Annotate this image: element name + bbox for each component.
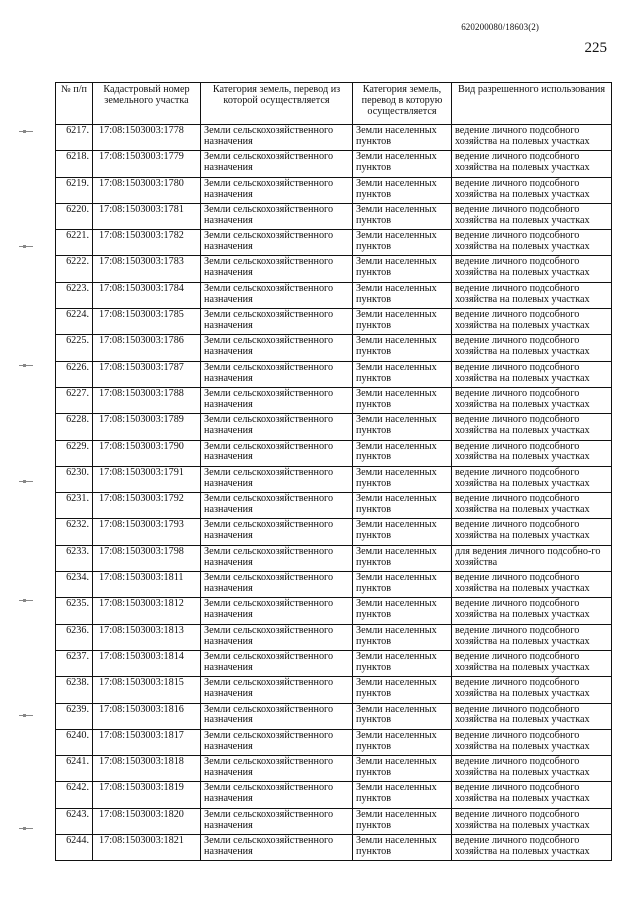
permitted-use: ведение личного подсобного хозяйства на полевых участках	[452, 151, 612, 177]
cadastral-number: 17:08:1503003:1792	[93, 493, 201, 519]
header-cadastral-number: Кадастровый номер земельного участка	[93, 83, 201, 125]
category-from: Земли сельскохозяйственного назначения	[201, 782, 353, 808]
category-from: Земли сельскохозяйственного назначения	[201, 493, 353, 519]
category-to: Земли населенных пунктов	[353, 282, 452, 308]
category-to: Земли населенных пунктов	[353, 387, 452, 413]
row-number: 6243.	[56, 808, 93, 834]
category-from: Земли сельскохозяйственного назначения	[201, 598, 353, 624]
cadastral-number: 17:08:1503003:1816	[93, 703, 201, 729]
permitted-use: ведение личного подсобного хозяйства на полевых участках	[452, 335, 612, 361]
table-row	[56, 387, 612, 413]
header-category-from: Категория земель, перевод из которой осуществляется	[201, 83, 353, 125]
category-from: Земли сельскохозяйственного назначения	[201, 729, 353, 755]
row-number: 6218.	[56, 151, 93, 177]
margin-scan-mark	[19, 481, 33, 482]
category-from: Земли сельскохозяйственного назначения	[201, 650, 353, 676]
page-number: 225	[584, 40, 607, 56]
table-row	[56, 256, 612, 282]
category-from: Земли сельскохозяйственного назначения	[201, 624, 353, 650]
row-number: 6217.	[56, 125, 93, 151]
category-to: Земли населенных пунктов	[353, 835, 452, 861]
permitted-use: ведение личного подсобного хозяйства на полевых участках	[452, 125, 612, 151]
cadastral-number: 17:08:1503003:1817	[93, 729, 201, 755]
permitted-use: ведение личного подсобного хозяйства на полевых участках	[452, 729, 612, 755]
cadastral-number: 17:08:1503003:1785	[93, 309, 201, 335]
cadastral-number: 17:08:1503003:1778	[93, 125, 201, 151]
cadastral-number: 17:08:1503003:1811	[93, 572, 201, 598]
cadastral-number: 17:08:1503003:1791	[93, 466, 201, 492]
category-from: Земли сельскохозяйственного назначения	[201, 808, 353, 834]
category-from: Земли сельскохозяйственного назначения	[201, 230, 353, 256]
cadastral-number: 17:08:1503003:1782	[93, 230, 201, 256]
permitted-use: ведение личного подсобного хозяйства на полевых участках	[452, 677, 612, 703]
row-number: 6240.	[56, 729, 93, 755]
margin-scan-mark	[19, 828, 33, 829]
category-to: Земли населенных пунктов	[353, 519, 452, 545]
category-to: Земли населенных пунктов	[353, 335, 452, 361]
category-to: Земли населенных пунктов	[353, 782, 452, 808]
table-row	[56, 203, 612, 229]
row-number: 6244.	[56, 835, 93, 861]
cadastral-number: 17:08:1503003:1786	[93, 335, 201, 361]
category-from: Земли сельскохозяйственного назначения	[201, 203, 353, 229]
table-row	[56, 440, 612, 466]
permitted-use: ведение личного подсобного хозяйства на полевых участках	[452, 782, 612, 808]
row-number: 6233.	[56, 545, 93, 571]
row-number: 6224.	[56, 309, 93, 335]
category-to: Земли населенных пунктов	[353, 361, 452, 387]
table-row	[56, 756, 612, 782]
permitted-use: ведение личного подсобного хозяйства на полевых участках	[452, 256, 612, 282]
table-row	[56, 335, 612, 361]
row-number: 6227.	[56, 387, 93, 413]
row-number: 6230.	[56, 466, 93, 492]
table-row	[56, 151, 612, 177]
table-row	[56, 650, 612, 676]
cadastral-number: 17:08:1503003:1781	[93, 203, 201, 229]
permitted-use: ведение личного подсобного хозяйства на полевых участках	[452, 756, 612, 782]
category-to: Земли населенных пунктов	[353, 256, 452, 282]
table-row	[56, 414, 612, 440]
row-number: 6232.	[56, 519, 93, 545]
cadastral-number: 17:08:1503003:1818	[93, 756, 201, 782]
permitted-use: ведение личного подсобного хозяйства на полевых участках	[452, 177, 612, 203]
row-number: 6225.	[56, 335, 93, 361]
category-from: Земли сельскохозяйственного назначения	[201, 440, 353, 466]
table-row	[56, 572, 612, 598]
table-row	[56, 125, 612, 151]
row-number: 6231.	[56, 493, 93, 519]
row-number: 6219.	[56, 177, 93, 203]
permitted-use: ведение личного подсобного хозяйства на полевых участках	[452, 387, 612, 413]
category-to: Земли населенных пунктов	[353, 572, 452, 598]
table-row	[56, 519, 612, 545]
cadastral-number: 17:08:1503003:1813	[93, 624, 201, 650]
cadastral-number: 17:08:1503003:1788	[93, 387, 201, 413]
category-to: Земли населенных пунктов	[353, 203, 452, 229]
category-from: Земли сельскохозяйственного назначения	[201, 335, 353, 361]
category-to: Земли населенных пунктов	[353, 151, 452, 177]
table-row	[56, 177, 612, 203]
permitted-use: ведение личного подсобного хозяйства на полевых участках	[452, 519, 612, 545]
permitted-use: ведение личного подсобного хозяйства на полевых участках	[452, 414, 612, 440]
category-from: Земли сельскохозяйственного назначения	[201, 835, 353, 861]
land-registry-table	[55, 82, 612, 861]
margin-scan-mark	[19, 246, 33, 247]
permitted-use: ведение личного подсобного хозяйства на полевых участках	[452, 703, 612, 729]
table-row	[56, 493, 612, 519]
category-to: Земли населенных пунктов	[353, 466, 452, 492]
table-row	[56, 545, 612, 571]
row-number: 6236.	[56, 624, 93, 650]
category-from: Земли сельскохозяйственного назначения	[201, 309, 353, 335]
row-number: 6238.	[56, 677, 93, 703]
permitted-use: ведение личного подсобного хозяйства на полевых участках	[452, 466, 612, 492]
row-number: 6223.	[56, 282, 93, 308]
permitted-use: для ведения личного подсобно-го хозяйства	[452, 545, 612, 571]
category-to: Земли населенных пунктов	[353, 598, 452, 624]
permitted-use: ведение личного подсобного хозяйства на полевых участках	[452, 203, 612, 229]
margin-scan-mark	[19, 365, 33, 366]
cadastral-number: 17:08:1503003:1780	[93, 177, 201, 203]
row-number: 6229.	[56, 440, 93, 466]
table-row	[56, 598, 612, 624]
category-to: Земли населенных пунктов	[353, 177, 452, 203]
category-to: Земли населенных пунктов	[353, 650, 452, 676]
cadastral-number: 17:08:1503003:1820	[93, 808, 201, 834]
row-number: 6222.	[56, 256, 93, 282]
table-row	[56, 835, 612, 861]
category-from: Земли сельскохозяйственного назначения	[201, 282, 353, 308]
category-from: Земли сельскохозяйственного назначения	[201, 361, 353, 387]
permitted-use: ведение личного подсобного хозяйства на полевых участках	[452, 808, 612, 834]
row-number: 6221.	[56, 230, 93, 256]
table-row	[56, 361, 612, 387]
category-from: Земли сельскохозяйственного назначения	[201, 125, 353, 151]
cadastral-number: 17:08:1503003:1821	[93, 835, 201, 861]
category-from: Земли сельскохозяйственного назначения	[201, 756, 353, 782]
permitted-use: ведение личного подсобного хозяйства на полевых участках	[452, 493, 612, 519]
row-number: 6237.	[56, 650, 93, 676]
category-from: Земли сельскохозяйственного назначения	[201, 177, 353, 203]
category-from: Земли сельскохозяйственного назначения	[201, 519, 353, 545]
permitted-use: ведение личного подсобного хозяйства на полевых участках	[452, 282, 612, 308]
table-row	[56, 677, 612, 703]
row-number: 6226.	[56, 361, 93, 387]
table-row	[56, 624, 612, 650]
category-to: Земли населенных пунктов	[353, 493, 452, 519]
category-to: Земли населенных пунктов	[353, 545, 452, 571]
cadastral-number: 17:08:1503003:1793	[93, 519, 201, 545]
row-number: 6220.	[56, 203, 93, 229]
row-number: 6228.	[56, 414, 93, 440]
cadastral-number: 17:08:1503003:1814	[93, 650, 201, 676]
category-from: Земли сельскохозяйственного назначения	[201, 677, 353, 703]
table-header-row	[56, 83, 612, 125]
row-number: 6234.	[56, 572, 93, 598]
row-number: 6241.	[56, 756, 93, 782]
cadastral-number: 17:08:1503003:1787	[93, 361, 201, 387]
cadastral-number: 17:08:1503003:1798	[93, 545, 201, 571]
permitted-use: ведение личного подсобного хозяйства на полевых участках	[452, 230, 612, 256]
permitted-use: ведение личного подсобного хозяйства на полевых участках	[452, 361, 612, 387]
cadastral-number: 17:08:1503003:1789	[93, 414, 201, 440]
table-row	[56, 282, 612, 308]
row-number: 6242.	[56, 782, 93, 808]
permitted-use: ведение личного подсобного хозяйства на полевых участках	[452, 598, 612, 624]
permitted-use: ведение личного подсобного хозяйства на полевых участках	[452, 835, 612, 861]
margin-scan-mark	[19, 131, 33, 132]
cadastral-number: 17:08:1503003:1812	[93, 598, 201, 624]
category-to: Земли населенных пунктов	[353, 808, 452, 834]
category-from: Земли сельскохозяйственного назначения	[201, 151, 353, 177]
cadastral-number: 17:08:1503003:1784	[93, 282, 201, 308]
category-to: Земли населенных пунктов	[353, 703, 452, 729]
category-to: Земли населенных пунктов	[353, 414, 452, 440]
category-to: Земли населенных пунктов	[353, 230, 452, 256]
category-from: Земли сельскохозяйственного назначения	[201, 387, 353, 413]
table-row	[56, 729, 612, 755]
permitted-use: ведение личного подсобного хозяйства на полевых участках	[452, 440, 612, 466]
cadastral-number: 17:08:1503003:1819	[93, 782, 201, 808]
margin-scan-mark	[19, 600, 33, 601]
category-to: Земли населенных пунктов	[353, 677, 452, 703]
category-from: Земли сельскохозяйственного назначения	[201, 414, 353, 440]
table-row	[56, 782, 612, 808]
permitted-use: ведение личного подсобного хозяйства на полевых участках	[452, 572, 612, 598]
cadastral-number: 17:08:1503003:1790	[93, 440, 201, 466]
permitted-use: ведение личного подсобного хозяйства на полевых участках	[452, 624, 612, 650]
header-permitted-use: Вид разрешенного использования	[452, 83, 612, 125]
category-to: Земли населенных пунктов	[353, 624, 452, 650]
table-row	[56, 808, 612, 834]
category-to: Земли населенных пунктов	[353, 125, 452, 151]
cadastral-number: 17:08:1503003:1815	[93, 677, 201, 703]
header-category-to: Категория земель, перевод в которую осуществляется	[353, 83, 452, 125]
cadastral-number: 17:08:1503003:1783	[93, 256, 201, 282]
row-number: 6235.	[56, 598, 93, 624]
category-from: Земли сельскохозяйственного назначения	[201, 466, 353, 492]
document-id: 620200080/18603(2)	[461, 22, 539, 32]
header-number: № п/п	[56, 83, 93, 125]
category-from: Земли сельскохозяйственного назначения	[201, 703, 353, 729]
table-row	[56, 466, 612, 492]
category-from: Земли сельскохозяйственного назначения	[201, 545, 353, 571]
category-to: Земли населенных пунктов	[353, 729, 452, 755]
cadastral-number: 17:08:1503003:1779	[93, 151, 201, 177]
row-number: 6239.	[56, 703, 93, 729]
permitted-use: ведение личного подсобного хозяйства на полевых участках	[452, 650, 612, 676]
category-to: Земли населенных пунктов	[353, 440, 452, 466]
category-from: Земли сельскохозяйственного назначения	[201, 256, 353, 282]
category-from: Земли сельскохозяйственного назначения	[201, 572, 353, 598]
margin-scan-mark	[19, 715, 33, 716]
table-row	[56, 703, 612, 729]
category-to: Земли населенных пунктов	[353, 756, 452, 782]
permitted-use: ведение личного подсобного хозяйства на полевых участках	[452, 309, 612, 335]
table-row	[56, 309, 612, 335]
table-row	[56, 230, 612, 256]
category-to: Земли населенных пунктов	[353, 309, 452, 335]
